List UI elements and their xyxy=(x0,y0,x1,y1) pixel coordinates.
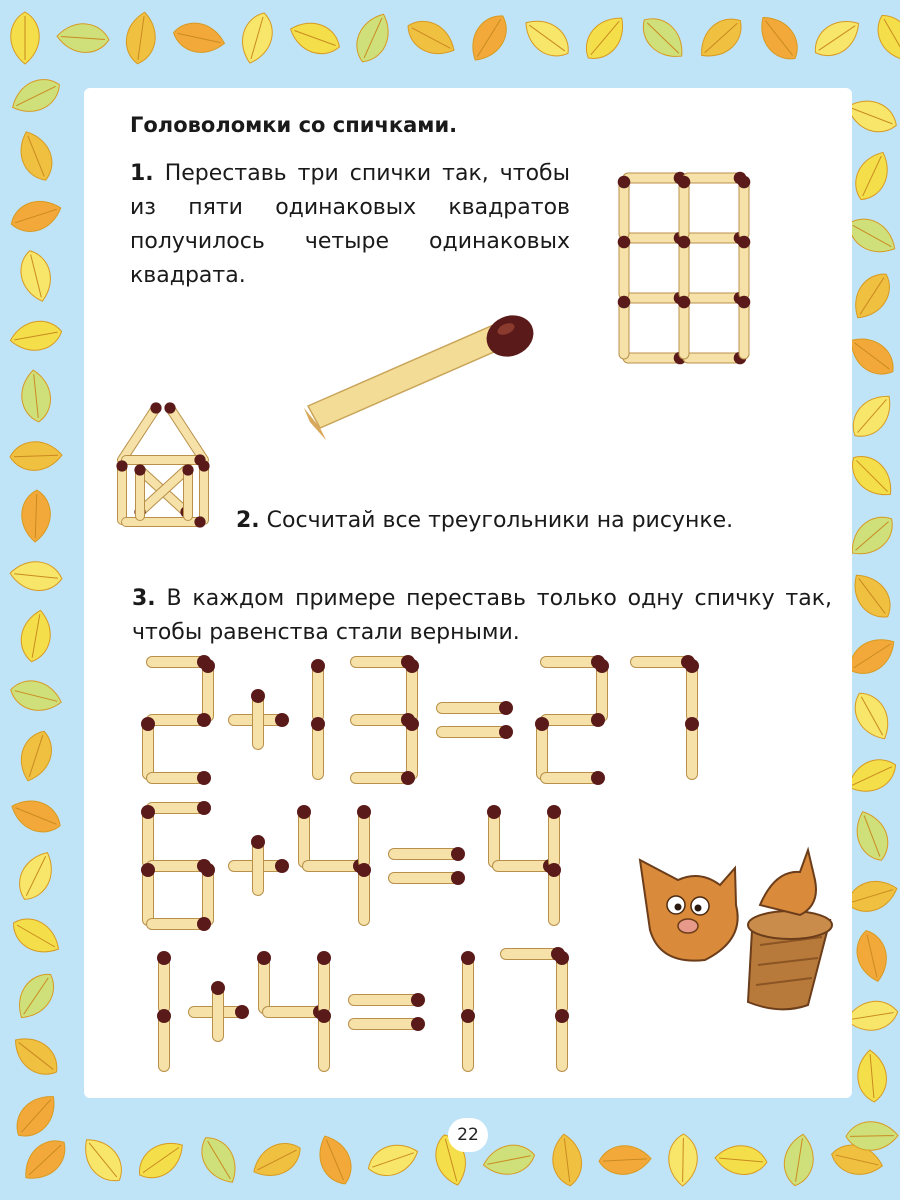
matchstick xyxy=(688,352,746,365)
matchstick xyxy=(164,402,204,460)
matchstick xyxy=(688,172,746,185)
match-icon xyxy=(304,308,540,440)
matchstick xyxy=(141,863,155,920)
task-3-number: 3. xyxy=(132,586,156,611)
matchstick xyxy=(152,801,211,815)
matchstick xyxy=(198,460,209,520)
matchstick xyxy=(152,917,211,931)
matchstick xyxy=(738,176,751,234)
matchstick xyxy=(157,1009,171,1066)
matchstick xyxy=(357,805,371,862)
matchstick xyxy=(126,454,206,465)
matchstick xyxy=(442,725,513,739)
five-squares-puzzle xyxy=(618,172,751,365)
matchstick xyxy=(251,835,265,890)
matchstick xyxy=(628,232,686,245)
matchstick xyxy=(738,236,751,294)
matchstick xyxy=(678,296,691,354)
matchstick xyxy=(141,717,155,774)
matchstick xyxy=(595,659,609,716)
page-number: 22 xyxy=(448,1118,488,1152)
cat-in-basket-illustration xyxy=(640,850,832,1009)
matchstick xyxy=(317,951,331,1008)
matchstick xyxy=(152,771,211,785)
matchstick xyxy=(628,352,686,365)
matchstick xyxy=(122,402,162,460)
matchstick xyxy=(555,951,569,1008)
matchstick xyxy=(688,232,746,245)
matchstick xyxy=(738,296,751,354)
matchstick xyxy=(317,1009,331,1066)
triangles-house-puzzle xyxy=(116,402,209,527)
matchstick xyxy=(354,1017,425,1031)
matchstick xyxy=(618,176,631,234)
matchstick xyxy=(357,863,371,920)
matchstick xyxy=(134,464,145,516)
matchstick xyxy=(546,713,605,727)
matchstick xyxy=(688,292,746,305)
matchstick xyxy=(628,292,686,305)
matchstick xyxy=(211,981,225,1036)
matchstick xyxy=(201,659,215,716)
matchstick xyxy=(141,805,155,862)
matchstick xyxy=(405,659,419,716)
matchstick xyxy=(685,717,699,774)
equation-1-plus-4-eq-17 xyxy=(157,947,569,1066)
matchstick xyxy=(311,659,325,716)
matchstick xyxy=(394,871,465,885)
matchstick xyxy=(547,805,561,862)
matchstick xyxy=(394,847,465,861)
matchstick xyxy=(487,805,501,862)
matchstick xyxy=(678,176,691,234)
equation-2-plus-13-eq-27 xyxy=(141,655,699,785)
matchstick xyxy=(546,771,605,785)
matchstick xyxy=(311,717,325,774)
matchstick xyxy=(257,951,271,1008)
matchstick xyxy=(116,460,127,520)
task-3-body: В каждом примере переставь только одну спичку так, чтобы равенства стали верными. xyxy=(132,586,832,645)
task-1-body: Переставь три спички так, чтобы из пяти одинаковых квадратов получилось четыре одинаковых квадрата. xyxy=(130,161,570,288)
equation-6-plus-4-eq-4 xyxy=(141,801,561,931)
matchstick xyxy=(461,951,475,1008)
matchstick xyxy=(535,717,549,774)
matchstick xyxy=(618,296,631,354)
task-1-number: 1. xyxy=(130,161,154,186)
matchstick xyxy=(555,1009,569,1066)
matchstick xyxy=(297,805,311,862)
matchstick xyxy=(547,863,561,920)
matchstick xyxy=(152,713,211,727)
matchstick xyxy=(405,717,419,774)
matchstick xyxy=(356,771,415,785)
matchstick xyxy=(157,951,171,1008)
matchstick xyxy=(201,863,215,920)
matchstick xyxy=(354,993,425,1007)
matchstick xyxy=(628,172,686,185)
task-2-body: Сосчитай все треугольники на рисунке. xyxy=(266,508,734,533)
page-title: Головоломки со спичками. xyxy=(130,113,458,137)
task-2-number: 2. xyxy=(236,508,260,533)
matchstick xyxy=(442,701,513,715)
matchstick xyxy=(251,689,265,744)
matchstick xyxy=(678,236,691,294)
matchstick xyxy=(461,1009,475,1066)
matchstick xyxy=(618,236,631,294)
matchstick xyxy=(685,659,699,716)
matchstick xyxy=(182,464,193,516)
